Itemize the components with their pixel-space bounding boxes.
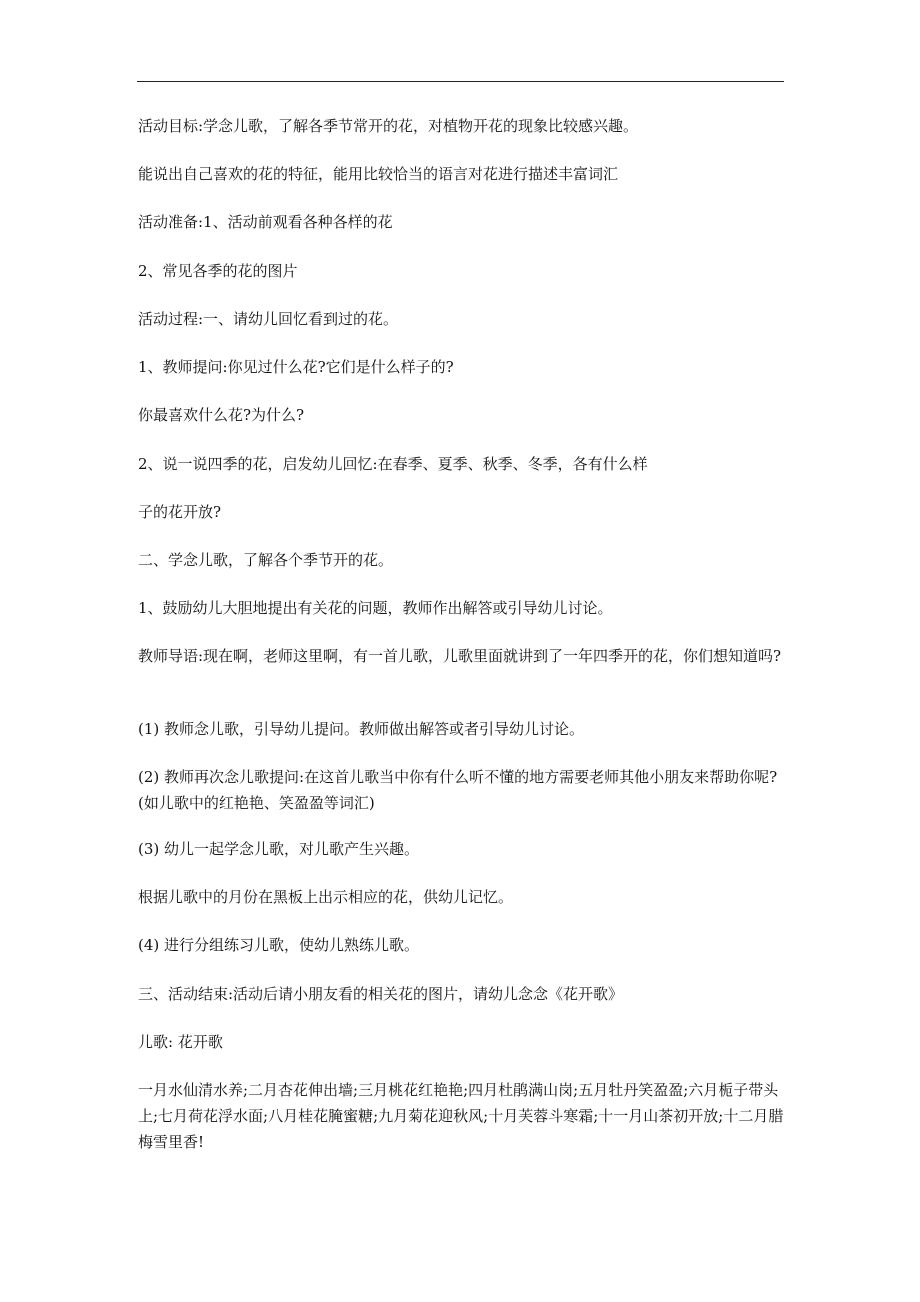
header-rule (137, 81, 784, 82)
paragraph-encourage: 1、鼓励幼儿大胆地提出有关花的问题，教师作出解答或引导幼儿讨论。 (138, 599, 613, 617)
paragraph-teacher-intro: 教师导语:现在啊，老师这里啊，有一首儿歌，儿歌里面就讲到了一年四季开的花，你们想知道吗? (138, 647, 782, 665)
paragraph-activity-goal: 活动目标:学念儿歌，了解各季节常开的花，对植物开花的现象比较感兴趣。 (138, 117, 639, 135)
paragraph-step-3: (3) 幼儿一起学念儿歌，对儿歌产生兴趣。 (138, 840, 420, 858)
paragraph-four-seasons-cont: 子的花开放? (138, 503, 222, 521)
paragraph-step-1: (1) 教师念儿歌，引导幼儿提问。教师做出解答或者引导幼儿讨论。 (138, 720, 585, 738)
paragraph-step-2: (2) 教师再次念儿歌提问:在这首儿歌当中你有什么听不懂的地方需要老师其他小朋友来帮助你呢?(如儿歌中的红艳艳、笑盈盈等词汇) (138, 768, 778, 812)
paragraph-section-two: 二、学念儿歌，了解各个季节开的花。 (138, 551, 394, 569)
paragraph-teacher-question: 1、教师提问:你见过什么花?它们是什么样子的? (138, 358, 454, 376)
paragraph-step-4: (4) 进行分组练习儿歌，使幼儿熟练儿歌。 (138, 936, 420, 954)
paragraph-preparation-2: 2、常见各季的花的图片 (138, 262, 298, 280)
poem-title: 儿歌: 花开歌 (138, 1033, 223, 1051)
paragraph-preparation-1: 活动准备:1、活动前观看各种各样的花 (138, 213, 393, 231)
paragraph-favorite-flower: 你最喜欢什么花?为什么? (138, 406, 305, 424)
paragraph-process-1: 活动过程:一、请幼儿回忆看到过的花。 (138, 310, 399, 328)
paragraph-goal-detail: 能说出自己喜欢的花的特征，能用比较恰当的语言对花进行描述丰富词汇 (138, 165, 619, 183)
paragraph-four-seasons: 2、说一说四季的花，启发幼儿回忆:在春季、夏季、秋季、冬季，各有什么样 (138, 455, 648, 473)
paragraph-blackboard: 根据儿歌中的月份在黑板上出示相应的花，供幼儿记忆。 (138, 888, 514, 906)
paragraph-section-three: 三、活动结束:活动后请小朋友看的相关花的图片，请幼儿念念《花开歌》 (138, 985, 624, 1003)
poem-body: 一月水仙清水养;二月杏花伸出墙;三月桃花红艳艳;四月杜鹃满山岗;五月牡丹笑盈盈;六月栀子带头上;七月荷花浮水面;八月桂花腌蜜糖;九月菊花迎秋风;十月芙蓉斗寒霜;十一月山茶初开放;十二月腊梅雪里香! (138, 1081, 784, 1151)
